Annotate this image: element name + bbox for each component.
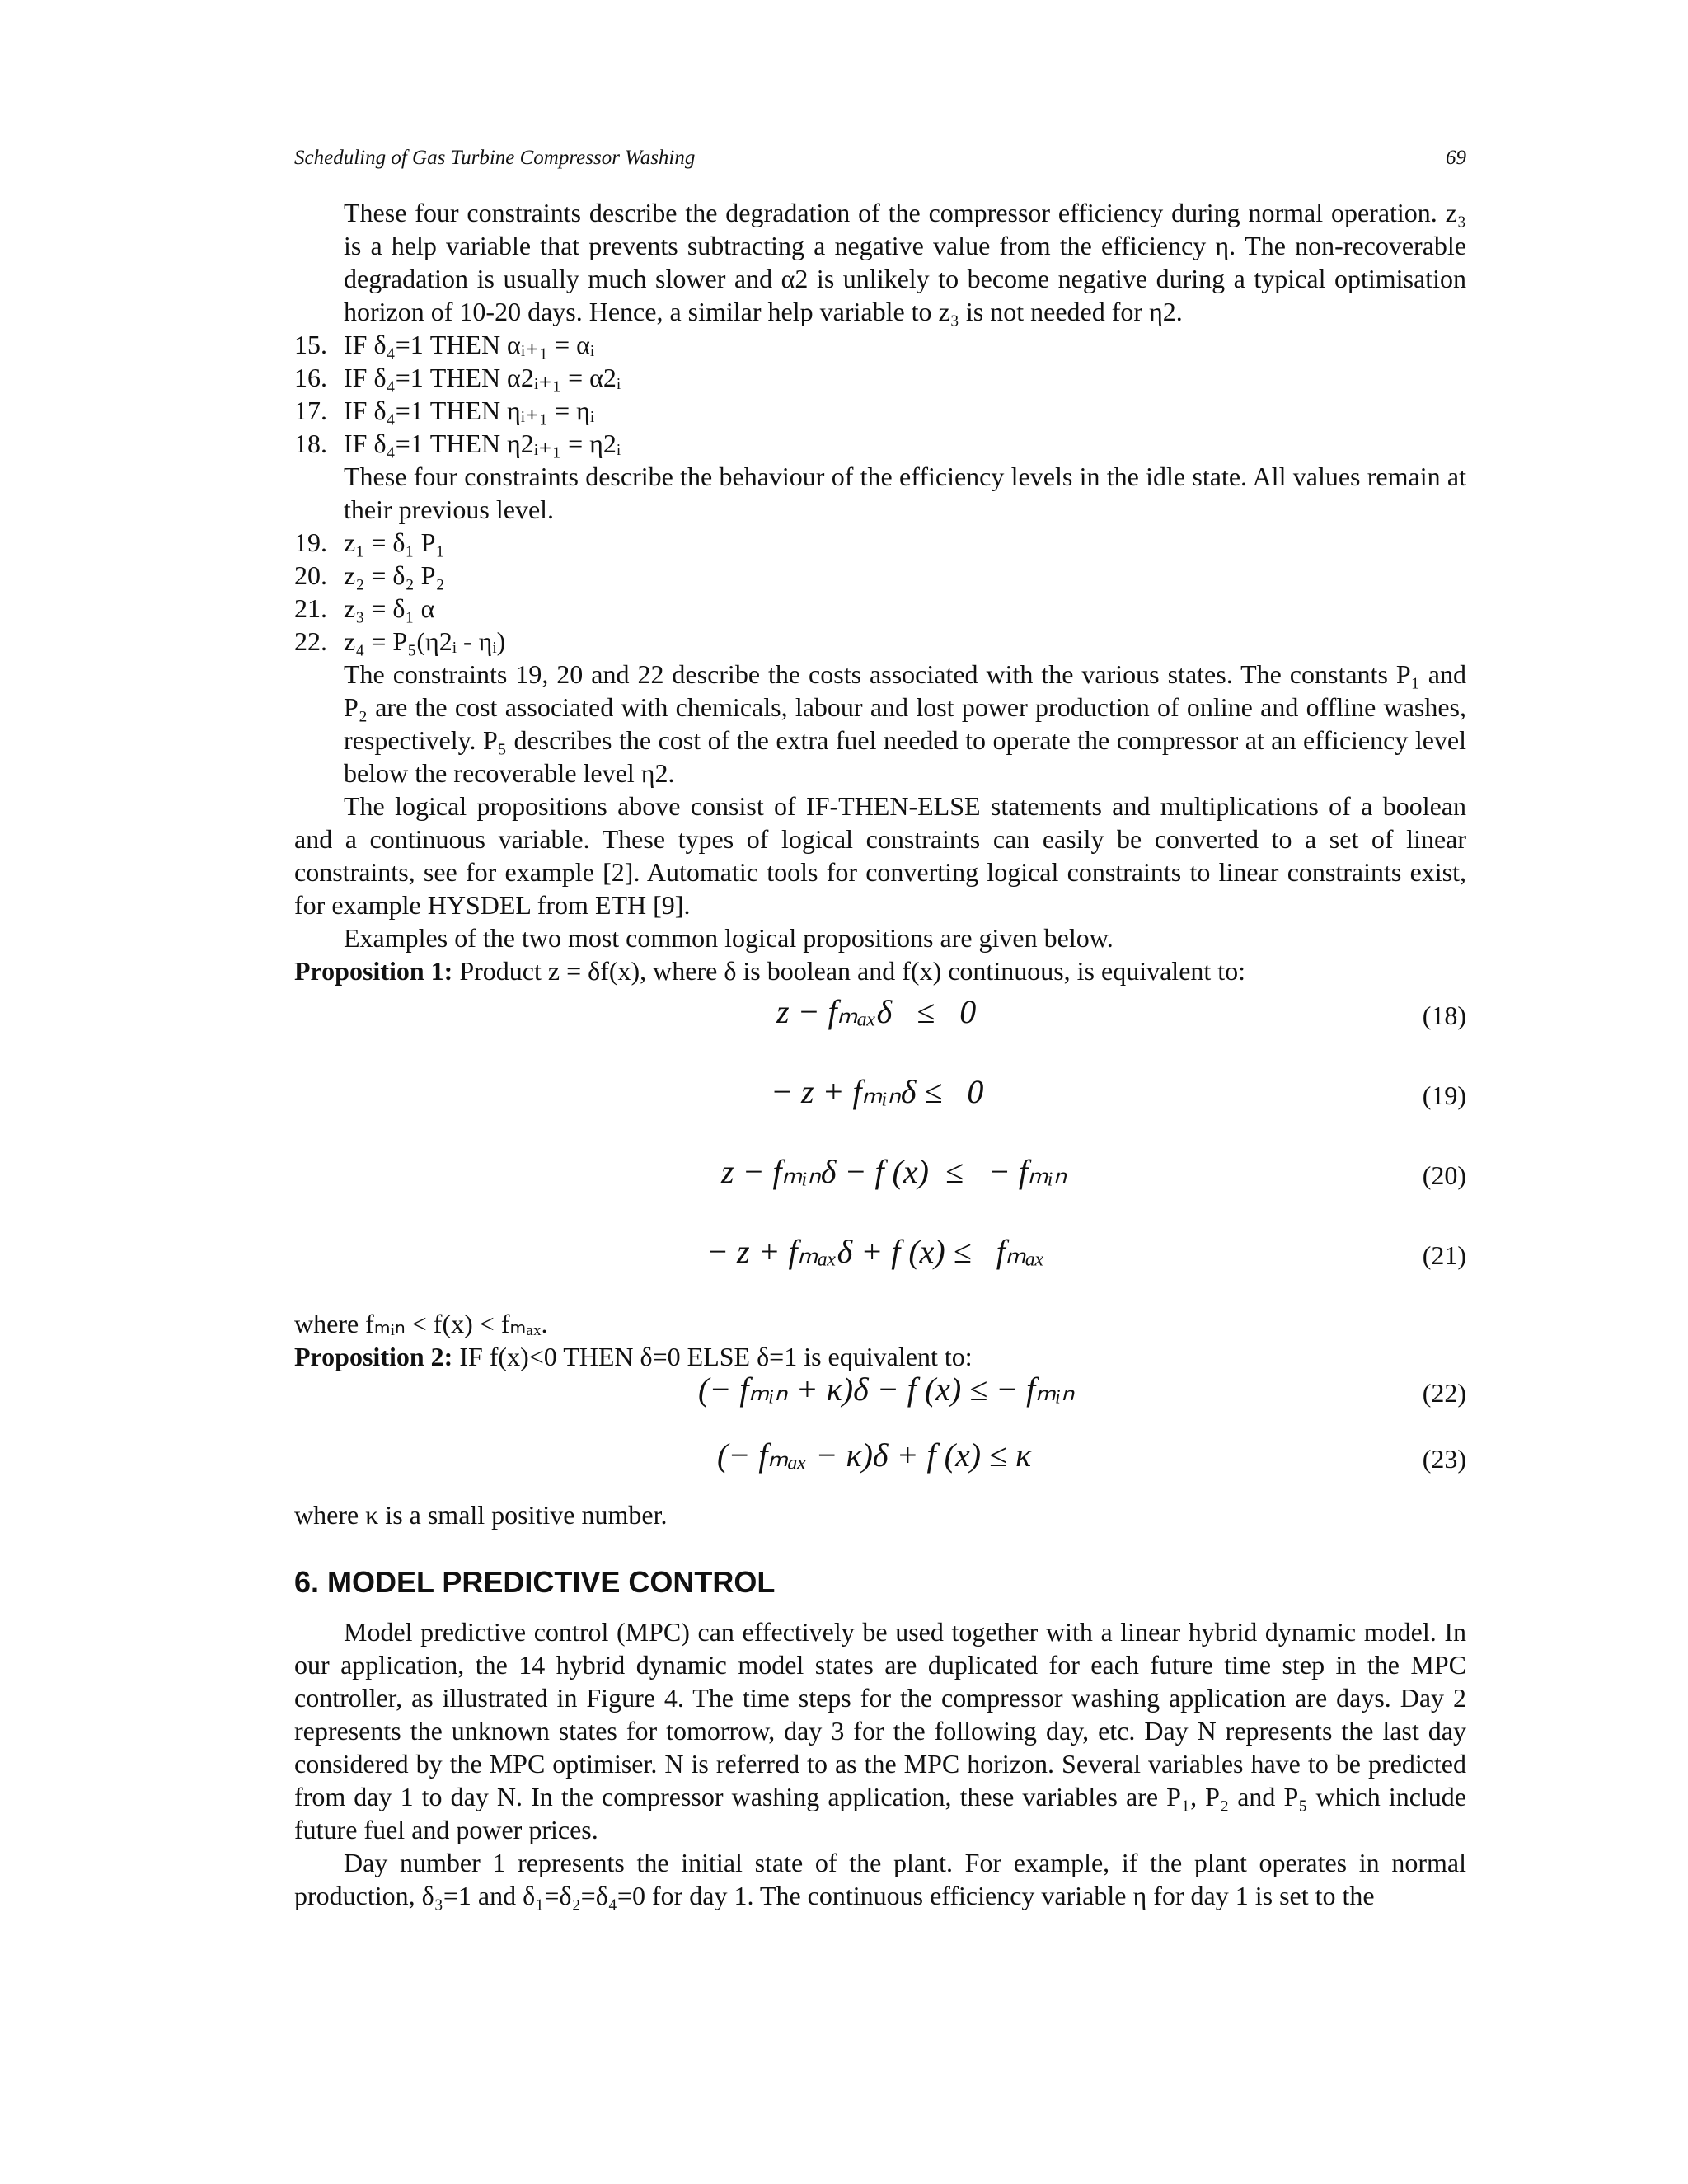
- paragraph-idle: These four constraints describe the behaviour of the efficiency levels in the idle state. All values remain at their previous level.: [344, 462, 1466, 524]
- equation-number: (18): [1422, 1001, 1466, 1030]
- proposition-1-label: Proposition 1:: [294, 956, 453, 986]
- paragraph-mpc-2: Day number 1 represents the initial state of the plant. For example, if the plant operates in normal production, δ₃=1 and δ₁=δ₂=δ₄=0 for day 1. The continuous efficiency variable η for day 1 is set to the: [294, 1848, 1466, 1910]
- constraint-item: [294, 625, 1466, 658]
- equation-19: [294, 1067, 1466, 1147]
- proposition-2: [294, 1340, 1466, 1373]
- constraint-number: 20.: [294, 560, 327, 590]
- equation-number: (22): [1422, 1378, 1466, 1408]
- equation-number: (23): [1422, 1444, 1466, 1474]
- paragraph-mpc-1: Model predictive control (MPC) can effectively be used together with a linear hybrid dynamic model. In our application, the 14 hybrid dynamic model states are duplicated for each future time step in the MPC controller, as illustrated in Figure 4. The time steps for the compressor washing application are days. Day 2 represents the unknown states for tomorrow, day 3 for the following day, etc. Day N represents the last day considered by the MPC optimiser. N is referred to as the MPC horizon. Several variables have to be predicted from day 1 to day N. In the compressor washing application, these variables are P₁, P₂ and P₅ which include future fuel and power prices.: [294, 1617, 1466, 1844]
- equation-expression: z − fₘₐₓδ ≤ 0: [776, 993, 977, 1030]
- constraint-item: [294, 328, 1466, 361]
- equation-23: [294, 1436, 1466, 1498]
- equation-21: [294, 1227, 1466, 1307]
- constraint-text: z₄ = P₅(η2ᵢ - ηᵢ): [344, 626, 506, 656]
- constraint-text: z₂ = δ₂ P₂: [344, 560, 445, 590]
- constraint-number: 16.: [294, 363, 327, 392]
- proposition-1: [294, 954, 1466, 987]
- paragraph-examples: Examples of the two most common logical propositions are given below.: [344, 923, 1114, 953]
- page-number: 69: [1446, 147, 1466, 169]
- equation-expression: (− fₘₐₓ − κ)δ + f (x) ≤ κ: [717, 1436, 1032, 1474]
- constraint-item: [294, 394, 1466, 427]
- constraint-text: IF δ₄=1 THEN ηᵢ₊₁ = ηᵢ: [344, 396, 595, 425]
- equation-expression: − z + fₘᵢₙδ ≤ 0: [771, 1073, 984, 1110]
- proposition-1-text: Product z = δf(x), where δ is boolean and f(x) continuous, is equivalent to:: [452, 956, 1246, 986]
- constraint-number: 18.: [294, 429, 327, 458]
- equation-expression: (− fₘᵢₙ + κ)δ − f (x) ≤ − fₘᵢₙ: [698, 1371, 1075, 1408]
- constraint-list-cost: [294, 526, 1466, 658]
- paragraph-costs: The constraints 19, 20 and 22 describe the costs associated with the various states. The constants P₁ and P₂ are the cost associated with chemicals, labour and lost power production of online and offline washes, respectively. P₅ describes the cost of the extra fuel needed to operate the compressor at an efficiency level below the recoverable level η2.: [344, 659, 1466, 788]
- constraint-text: z₃ = δ₁ α: [344, 593, 435, 623]
- paragraph-logical: The logical propositions above consist of IF-THEN-ELSE statements and multiplications of a boolean and a continuous variable. These types of logical constraints can easily be converted to a set of linear constraints, see for example [2]. Automatic tools for converting logical constraints to linear constraints exist, for example HYSDEL from ETH [9].: [294, 791, 1466, 920]
- section-heading: 6. MODEL PREDICTIVE CONTROL: [294, 1565, 776, 1599]
- equation-expression: z − fₘᵢₙδ − f (x) ≤ − fₘᵢₙ: [721, 1153, 1067, 1190]
- where-kappa: where κ is a small positive number.: [294, 1500, 668, 1530]
- constraint-item: [294, 559, 1466, 592]
- running-header: [294, 147, 1466, 170]
- equation-number: (20): [1422, 1160, 1466, 1190]
- body-text: [294, 196, 1466, 1912]
- running-title: Scheduling of Gas Turbine Compressor Washing: [294, 147, 696, 169]
- constraint-text: z₁ = δ₁ P₁: [344, 527, 445, 557]
- equation-18: [294, 987, 1466, 1067]
- constraint-item: [294, 427, 1466, 460]
- constraint-number: 22.: [294, 626, 327, 656]
- proposition-2-text: IF f(x)<0 THEN δ=0 ELSE δ=1 is equivalent to:: [452, 1342, 973, 1371]
- constraint-number: 19.: [294, 527, 327, 557]
- constraint-item: [294, 526, 1466, 559]
- proposition-2-label: Proposition 2:: [294, 1342, 453, 1371]
- constraint-number: 15.: [294, 330, 327, 359]
- equation-number: (21): [1422, 1240, 1466, 1270]
- equation-expression: − z + fₘₐₓδ + f (x) ≤ fₘₐₓ: [706, 1233, 1045, 1270]
- equation-number: (19): [1422, 1080, 1466, 1110]
- constraint-text: IF δ₄=1 THEN η2ᵢ₊₁ = η2ᵢ: [344, 429, 621, 458]
- constraint-item: [294, 361, 1466, 394]
- constraint-item: [294, 592, 1466, 625]
- constraint-list-idle: [294, 328, 1466, 460]
- constraint-text: IF δ₄=1 THEN αᵢ₊₁ = αᵢ: [344, 330, 595, 359]
- constraint-text: IF δ₄=1 THEN α2ᵢ₊₁ = α2ᵢ: [344, 363, 621, 392]
- paragraph-degradation: These four constraints describe the degradation of the compressor efficiency during normal operation. z₃ is a help variable that prevents subtracting a negative value from the efficiency η. The non-recoverable degradation is usually much slower and α2 is unlikely to become negative during a typical optimisation horizon of 10-20 days. Hence, a similar help variable to z₃ is not needed for η2.: [344, 198, 1466, 326]
- constraint-number: 21.: [294, 593, 327, 623]
- where-fmin-fmax: where fₘᵢₙ < f(x) < fₘₐₓ.: [294, 1309, 548, 1338]
- equation-22: [294, 1373, 1466, 1439]
- equation-20: [294, 1147, 1466, 1227]
- constraint-number: 17.: [294, 396, 327, 425]
